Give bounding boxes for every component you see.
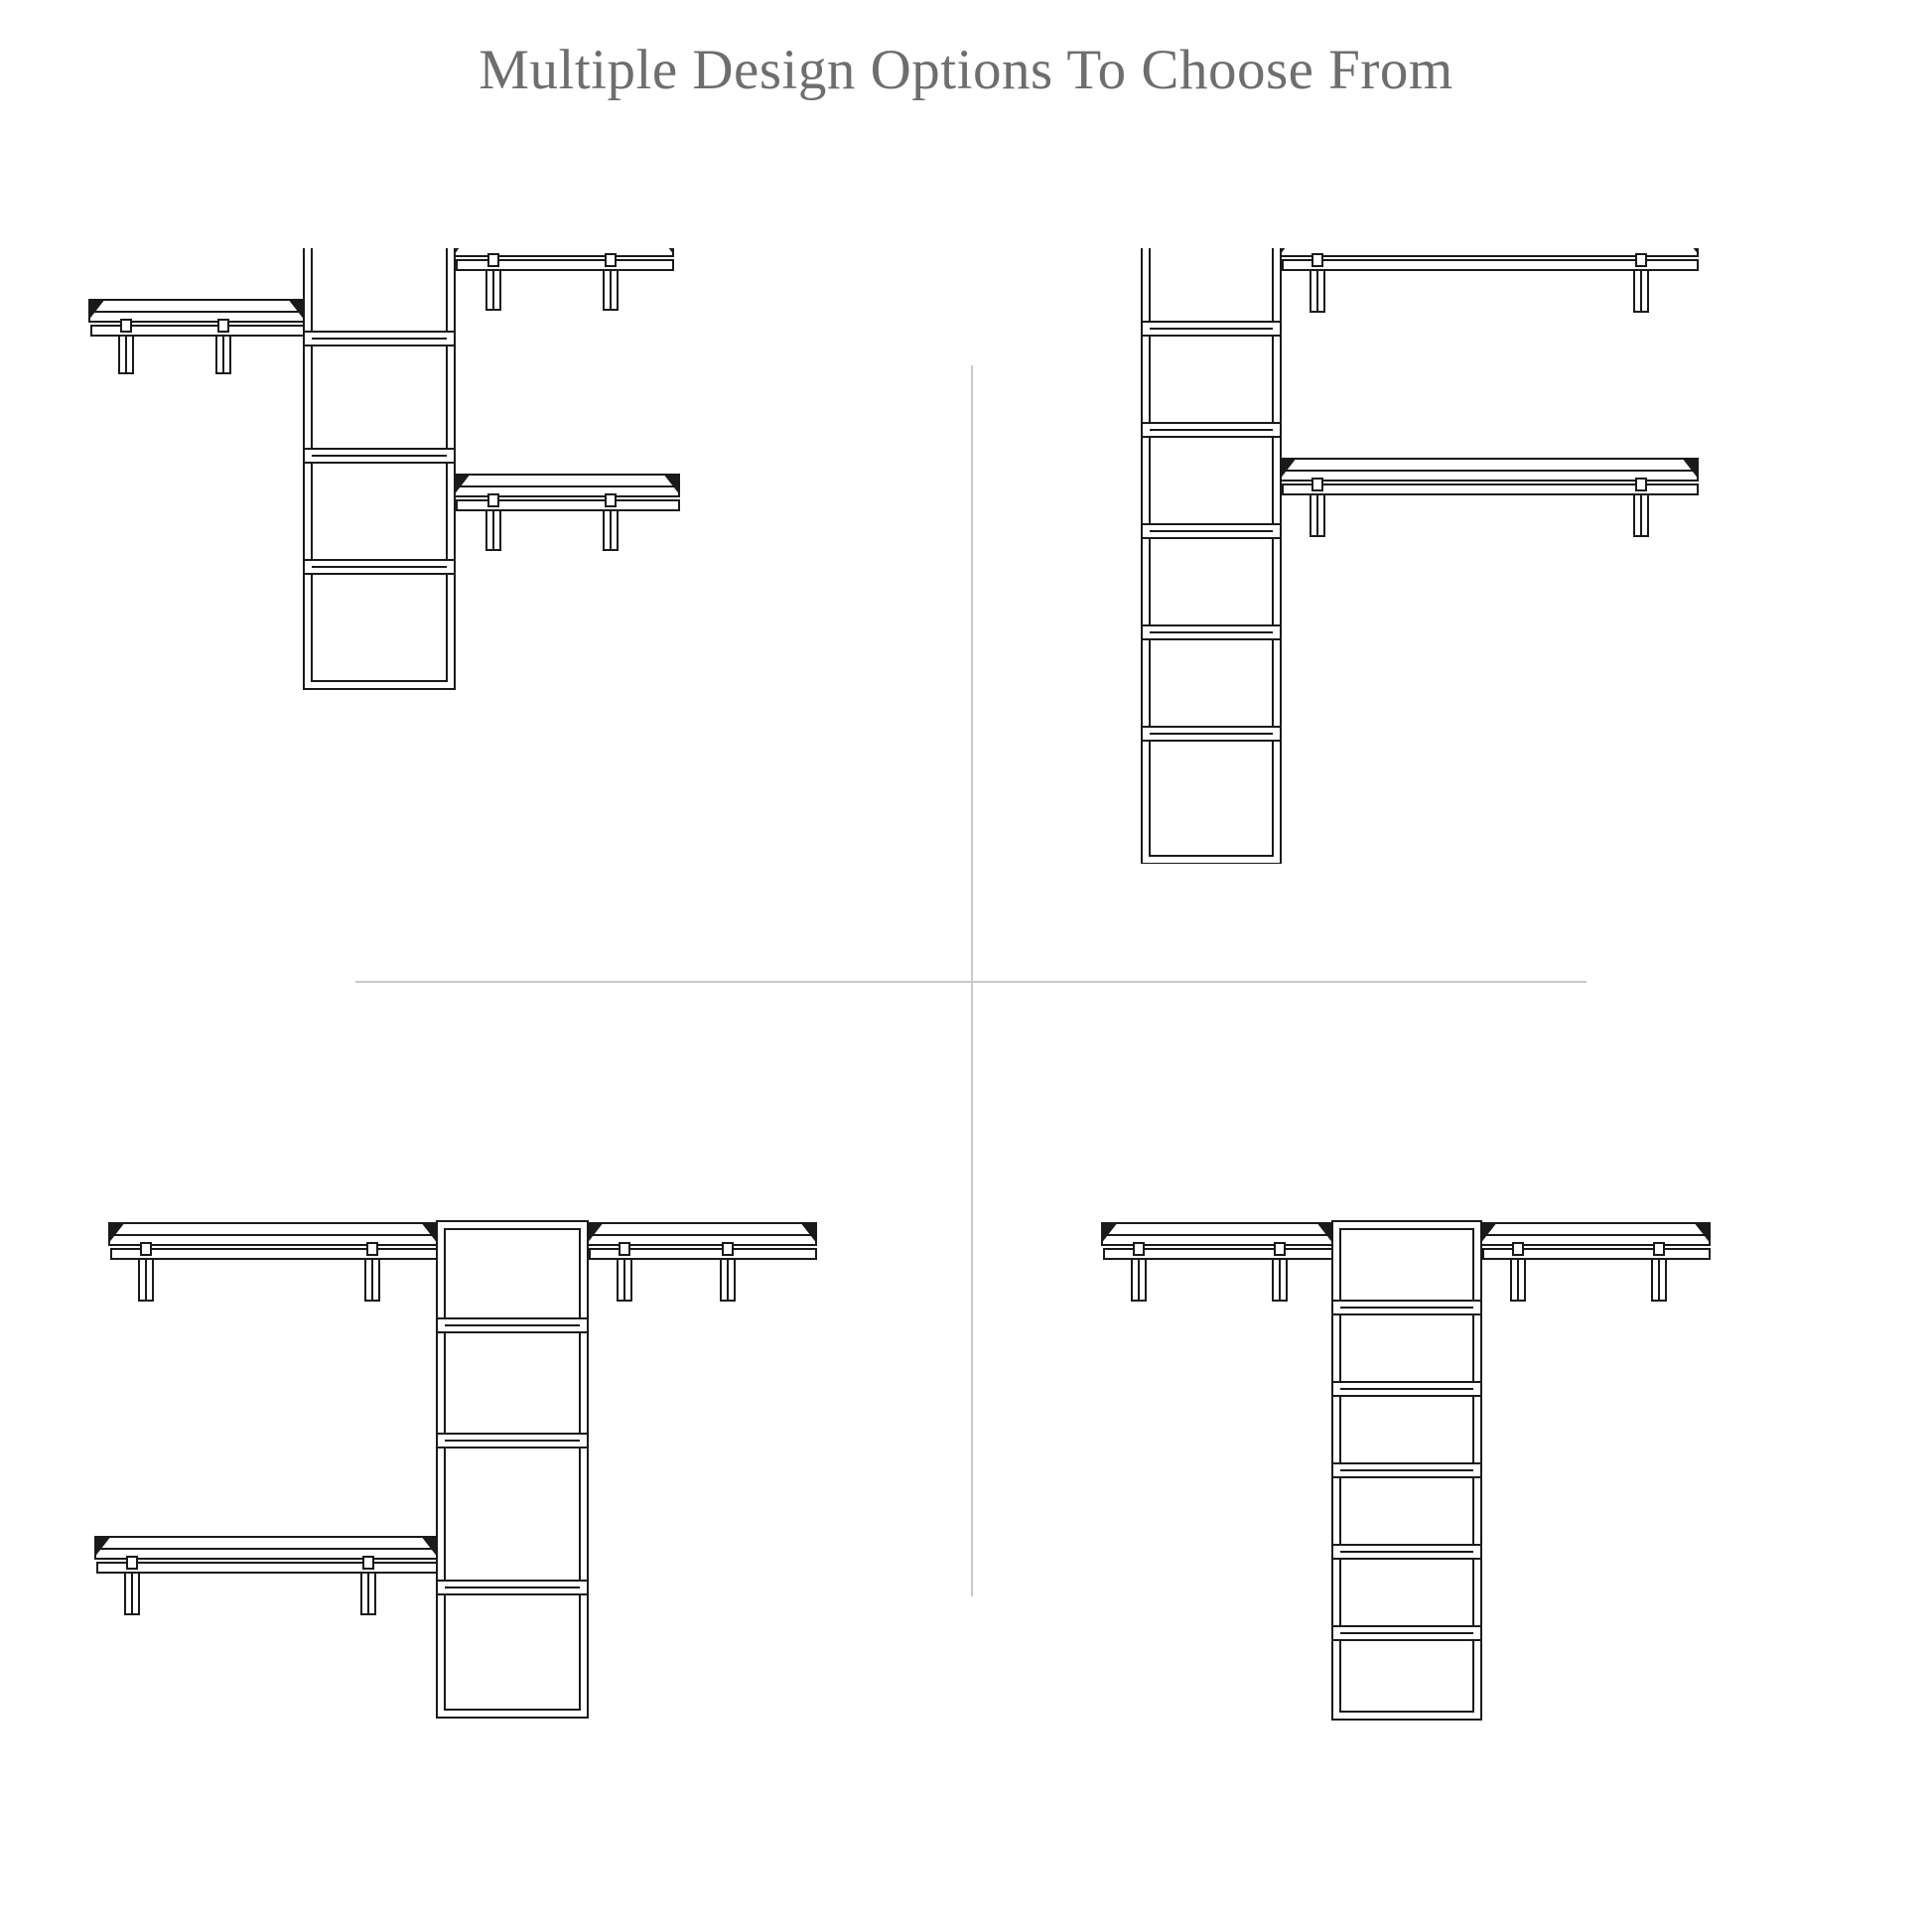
left-mid-hanging-shelf [95, 1537, 437, 1614]
center-tower [304, 248, 455, 689]
left-top-hanging-shelf [109, 1223, 437, 1301]
tall-tower [1142, 248, 1281, 864]
right-top-hanging-shelf [588, 1223, 816, 1301]
left-hanging-shelf [1102, 1223, 1332, 1301]
center-tall-tower [1332, 1221, 1481, 1720]
left-hanging-shelf [89, 300, 304, 373]
mid-hanging-shelf [1281, 459, 1698, 536]
right-top-hanging-shelf [455, 248, 673, 310]
page-title: Multiple Design Options To Choose From [479, 39, 1453, 101]
right-hanging-shelf [1481, 1223, 1710, 1301]
top-hanging-shelf [1281, 248, 1698, 312]
design-option-1[interactable] [69, 248, 844, 844]
design-option-2[interactable] [1082, 248, 1817, 864]
design-option-4[interactable] [1062, 1172, 1857, 1767]
horizontal-divider [355, 981, 1587, 983]
right-mid-hanging-shelf [455, 475, 679, 550]
center-tower [437, 1221, 588, 1718]
design-option-3[interactable] [60, 1172, 913, 1767]
